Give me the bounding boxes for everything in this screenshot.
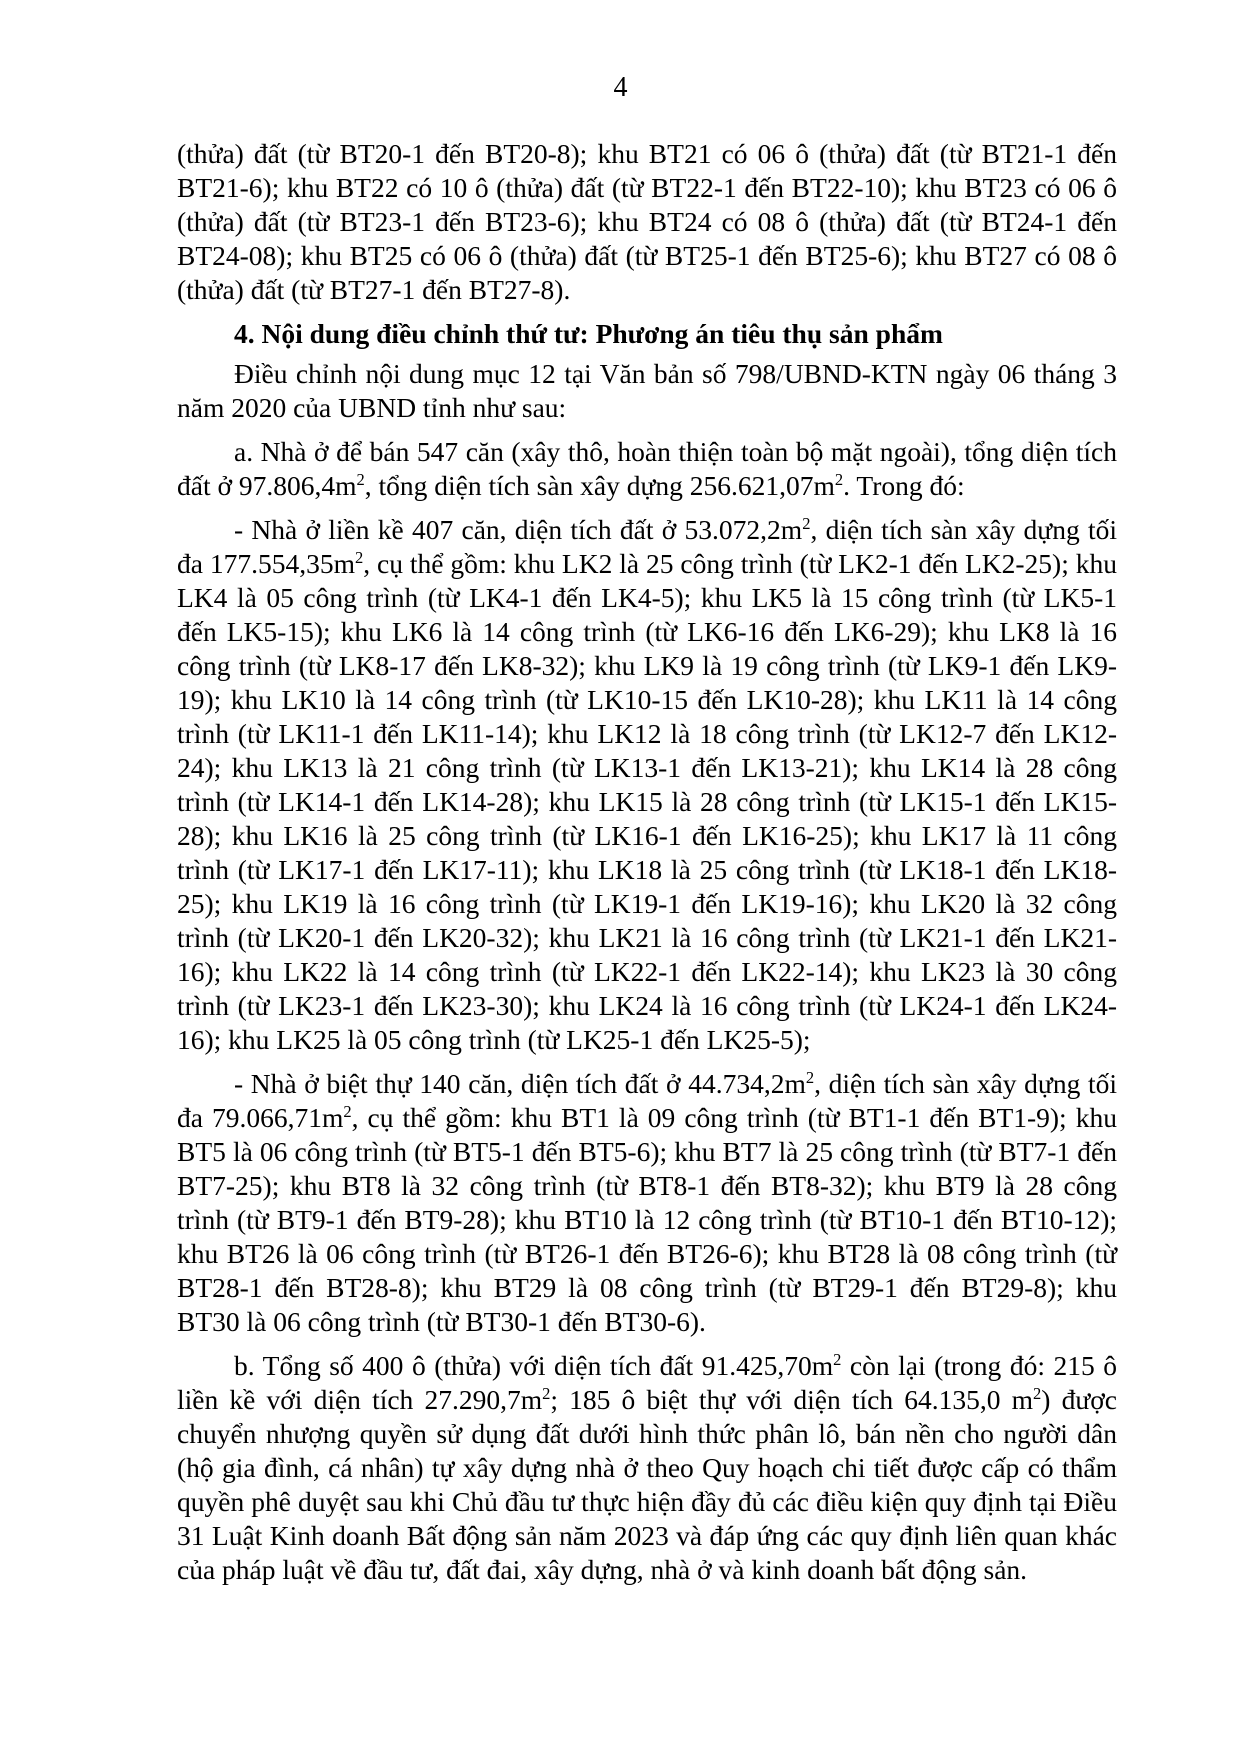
paragraph-text: , tổng diện tích sàn xây dựng 256.621,07m xyxy=(364,470,835,501)
paragraph-text: (thửa) đất (từ BT20-1 đến BT20-8); khu BT21 có 06 ô (thửa) đất (từ BT21-1 đến BT21-6); khu BT22 có 10 ô (thửa) đất (từ BT22-1 đến BT22-10); khu BT23 có 06 ô (thửa) đất (từ BT23-1 đến BT23-6); khu BT24 có 08 ô (thửa) đất (từ BT24-1 đến BT24-08); khu BT25 có 06 ô (thửa) đất (từ BT25-1 đến BT25-6); khu BT27 có 08 ô (thửa) đất (từ BT27-1 đến BT27-8). xyxy=(177,138,1117,305)
superscript: 2 xyxy=(355,547,364,567)
superscript: 2 xyxy=(1033,1383,1042,1403)
section-heading xyxy=(177,317,1117,351)
paragraph-text: , diện tích sàn xây dựng tối đa 79.066,71m xyxy=(177,1068,1117,1133)
paragraph-text: b. Tổng số 400 ô (thửa) với diện tích đất 91.425,70m xyxy=(234,1350,834,1381)
paragraph-intro xyxy=(177,357,1117,425)
paragraph-item-a xyxy=(177,435,1117,503)
superscript: 2 xyxy=(802,513,811,533)
paragraph-text: a. Nhà ở để bán 547 căn (xây thô, hoàn thiện toàn bộ mặt ngoài), tổng diện tích đất ở 97.806,4m xyxy=(177,436,1117,501)
paragraph-text: , cụ thể gồm: khu LK2 là 25 công trình (từ LK2-1 đến LK2-25); khu LK4 là 05 công trình (từ LK4-1 đến LK4-5); khu LK5 là 15 công trình (từ LK5-1 đến LK5-15); khu LK6 là 14 công trình (từ LK6-16 đến LK6-29); khu LK8 là 16 công trình (từ LK8-17 đến LK8-32); khu LK9 là 19 công trình (từ LK9-1 đến LK9-19); khu LK10 là 14 công trình (từ LK10-15 đến LK10-28); khu LK11 là 14 công trình (từ LK11-1 đến LK11-14); khu LK12 là 18 công trình (từ LK12-7 đến LK12-24); khu LK13 là 21 công trình (từ LK13-1 đến LK13-21); khu LK14 là 28 công trình (từ LK14-1 đến LK14-28); khu LK15 là 28 công trình (từ LK15-1 đến LK15-28); khu LK16 là 25 công trình (từ LK16-1 đến LK16-25); khu LK17 là 11 công trình (từ LK17-1 đến LK17-11); khu LK18 là 25 công trình (từ LK18-1 đến LK18-25); khu LK19 là 16 công trình (từ LK19-1 đến LK19-16); khu LK20 là 32 công trình (từ LK20-1 đến LK20-32); khu LK21 là 16 công trình (từ LK21-1 đến LK21-16); khu LK22 là 14 công trình (từ LK22-1 đến LK22-14); khu LK23 là 30 công trình (từ LK23-1 đến LK23-30); khu LK24 là 16 công trình (từ LK24-1 đến LK24-16); khu LK25 là 05 công trình (từ LK25-1 đến LK25-5); xyxy=(177,548,1117,1055)
paragraph-text: - Nhà ở liền kề 407 căn, diện tích đất ở 53.072,2m xyxy=(234,514,803,545)
paragraph-text: ; 185 ô biệt thự với diện tích 64.135,0 m xyxy=(550,1384,1034,1415)
document-body xyxy=(177,137,1117,1597)
paragraph-continuation xyxy=(177,137,1117,307)
superscript: 2 xyxy=(834,469,844,489)
paragraph-text: . Trong đó: xyxy=(843,470,965,501)
superscript: 2 xyxy=(833,1349,842,1369)
superscript: 2 xyxy=(542,1383,551,1403)
superscript: 2 xyxy=(343,1101,352,1121)
paragraph-text: còn lại (trong đó: 215 ô liền kề với diện tích 27.290,7m xyxy=(177,1350,1117,1415)
paragraph-item-b xyxy=(177,1349,1117,1587)
paragraph-text: ) được chuyển nhượng quyền sử dụng đất dưới hình thức phân lô, bán nền cho người dân (hộ gia đình, cá nhân) tự xây dựng nhà ở theo Quy hoạch chi tiết được cấp có thẩm quyền phê duyệt sau khi Chủ đầu tư thực hiện đầy đủ các điều kiện quy định tại Điều 31 Luật Kinh doanh Bất động sản năm 2023 và đáp ứng các quy định liên quan khác của pháp luật về đầu tư, đất đai, xây dựng, nhà ở và kinh doanh bất động sản. xyxy=(177,1384,1118,1585)
heading-text: 4. Nội dung điều chỉnh thứ tư: Phương án tiêu thụ sản phẩm xyxy=(234,318,943,349)
paragraph-biet-thu xyxy=(177,1067,1117,1339)
paragraph-text: , cụ thể gồm: khu BT1 là 09 công trình (từ BT1-1 đến BT1-9); khu BT5 là 06 công trình (từ BT5-1 đến BT5-6); khu BT7 là 25 công trình (từ BT7-1 đến BT7-25); khu BT8 là 32 công trình (từ BT8-1 đến BT8-32); khu BT9 là 28 công trình (từ BT9-1 đến BT9-28); khu BT10 là 12 công trình (từ BT10-1 đến BT10-12); khu BT26 là 06 công trình (từ BT26-1 đến BT26-6); khu BT28 là 08 công trình (từ BT28-1 đến BT28-8); khu BT29 là 08 công trình (từ BT29-1 đến BT29-8); khu BT30 là 06 công trình (từ BT30-1 đến BT30-6). xyxy=(177,1102,1117,1337)
paragraph-text: , diện tích sàn xây dựng tối đa 177.554,35m xyxy=(177,514,1117,579)
superscript: 2 xyxy=(805,1067,815,1087)
paragraph-text: - Nhà ở biệt thự 140 căn, diện tích đất ở 44.734,2m xyxy=(234,1068,806,1099)
paragraph-lien-ke xyxy=(177,513,1117,1057)
page-number: 4 xyxy=(613,72,628,103)
superscript: 2 xyxy=(356,469,365,489)
paragraph-text: Điều chỉnh nội dung mục 12 tại Văn bản số 798/UBND-KTN ngày 06 tháng 3 năm 2020 của UBND tỉnh như sau: xyxy=(177,358,1117,423)
